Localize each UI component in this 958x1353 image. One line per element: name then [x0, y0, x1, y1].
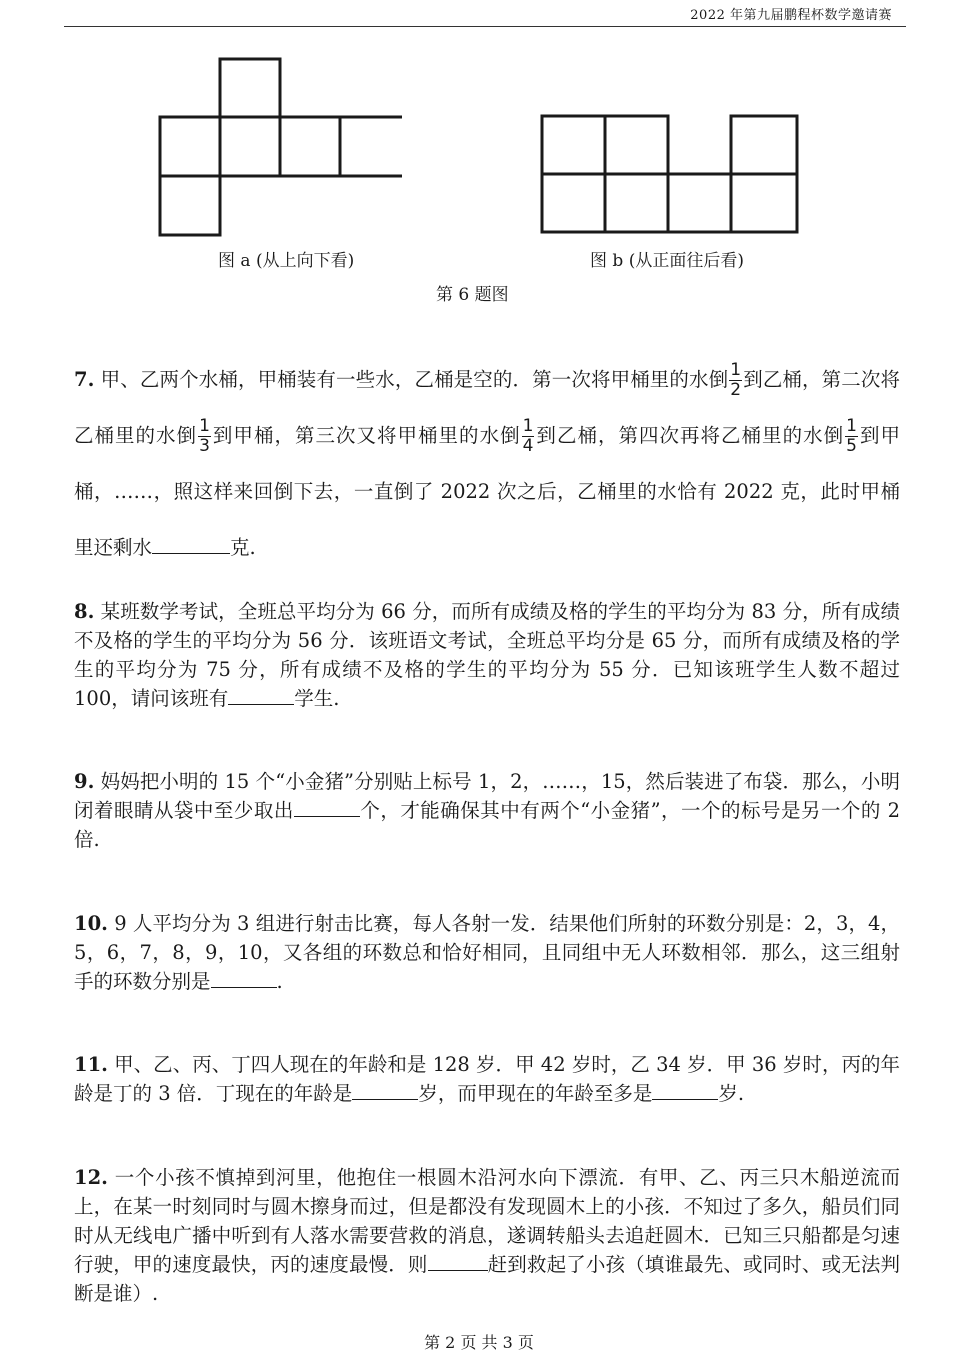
fig-a-square: [160, 117, 220, 176]
answer-blank[interactable]: [428, 1252, 488, 1271]
figure-b-caption: 图 b (从正面往后看): [590, 251, 744, 271]
fig-b-square: [605, 116, 668, 174]
figure-title: 第 6 题图: [436, 285, 509, 305]
fig-b-square: [605, 174, 668, 232]
figure-a-top-view: [160, 59, 402, 235]
problem-7: 7. 甲、乙两个水桶，甲桶装有一些水，乙桶是空的．第一次将甲桶里的水倒 $\frac{1}{2}$ 到乙桶，第二次将乙桶里的水倒 $\frac{1}{3}$ 到甲桶，第三次又将甲桶里的水倒 $\frac{1}{4}$ 到乙桶，第四次再将乙桶里的水倒 $\frac{1}{5}$ 到甲桶，……，照这样来回倒下去，一直倒了 2022 次之后，乙桶里的水恰有 2022 克，此时甲桶里还剩水 克.: [74, 360, 900, 559]
problem-10: 10. 9 人平均分为 3 组进行射击比赛，每人各射一发．结果他们所射的环数分别是：2，3，4，5，6，7，8，9，10，又各组的环数总和恰好相同，且同组中无人环数相邻．那么，这三组射手的环数分别是 .: [74, 912, 900, 993]
fig-b-square: [731, 174, 797, 232]
fig-a-square: [220, 59, 280, 117]
answer-blank[interactable]: [652, 1081, 718, 1100]
problem-12: 12. 一个小孩不慎掉到河里，他抱住一根圆木沿河水向下漂流．有甲、乙、丙三只木船逆流而上，在某一时刻同时与圆木擦身而过，但是都没有发现圆木上的小孩．不知过了多久，船员们同时从无线电广播中听到有人落水需要营救的消息，遂调转船头去追赶圆木．已知三只船都是匀速行驶，甲的速度最快，丙的速度最慢．则 赶到救起了小孩（填谁最先、或同时、或无法判断是谁）.: [74, 1166, 900, 1305]
problem-number: 11.: [74, 1053, 108, 1076]
page-header: [64, 0, 906, 27]
fraction: $\frac{1}{3}$: [199, 416, 210, 456]
problem-6-figure: [0, 40, 958, 320]
answer-blank[interactable]: [352, 1081, 418, 1100]
fig-a-square: [160, 176, 220, 235]
problem-8: 8. 某班数学考试，全班总平均分为 66 分，而所有成绩及格的学生的平均分为 83 分，所有成绩不及格的学生的平均分为 56 分．该班语文考试，全班总平均分是 65 分，而所有成绩及格的学生的平均分为 75 分，所有成绩不及格的学生的平均分为 55 分．已知该班学生人数不超过 100，请问该班有 学生.: [74, 600, 900, 710]
answer-blank[interactable]: [294, 798, 360, 817]
fig-a-partial-square: [340, 117, 402, 176]
answer-blank[interactable]: [152, 535, 230, 554]
problem-number: 10.: [74, 912, 108, 935]
fig-b-square: [731, 116, 797, 174]
problem-number: 12.: [74, 1166, 108, 1189]
fraction: $\frac{1}{4}$: [522, 416, 534, 456]
fig-a-square: [280, 117, 340, 176]
problem-number: 9.: [74, 770, 95, 793]
fraction: $\frac{1}{5}$: [846, 416, 857, 456]
cube-views-drawing: [0, 40, 958, 320]
fig-b-square: [668, 174, 731, 232]
problem-number: 8.: [74, 600, 95, 623]
problem-number: 7.: [74, 368, 95, 391]
fig-a-square: [220, 117, 280, 176]
answer-blank[interactable]: [228, 686, 294, 705]
fig-b-square: [542, 116, 605, 174]
fraction: $\frac{1}{2}$: [730, 360, 742, 400]
figure-a-caption: 图 a (从上向下看): [218, 251, 355, 271]
answer-blank[interactable]: [211, 969, 277, 988]
figure-b-front-view: [542, 116, 797, 232]
problem-11: 11. 甲、乙、丙、丁四人现在的年龄和是 128 岁．甲 42 岁时，乙 34 岁．甲 36 岁时，丙的年龄是丁的 3 倍．丁现在的年龄是 岁，而甲现在的年龄至多是 岁.: [74, 1053, 900, 1105]
header-title: 2022 年第九届鹏程杯数学邀请赛: [690, 8, 892, 23]
page-footer: 第 2 页 共 3 页: [424, 1333, 534, 1352]
problem-9: 9. 妈妈把小明的 15 个“小金猪”分别贴上标号 1，2，……，15，然后装进了布袋．那么，小明闭着眼睛从袋中至少取出 个，才能确保其中有两个“小金猪”，一个的标号是另一个的 2 倍.: [74, 770, 900, 851]
fig-b-square: [542, 174, 605, 232]
